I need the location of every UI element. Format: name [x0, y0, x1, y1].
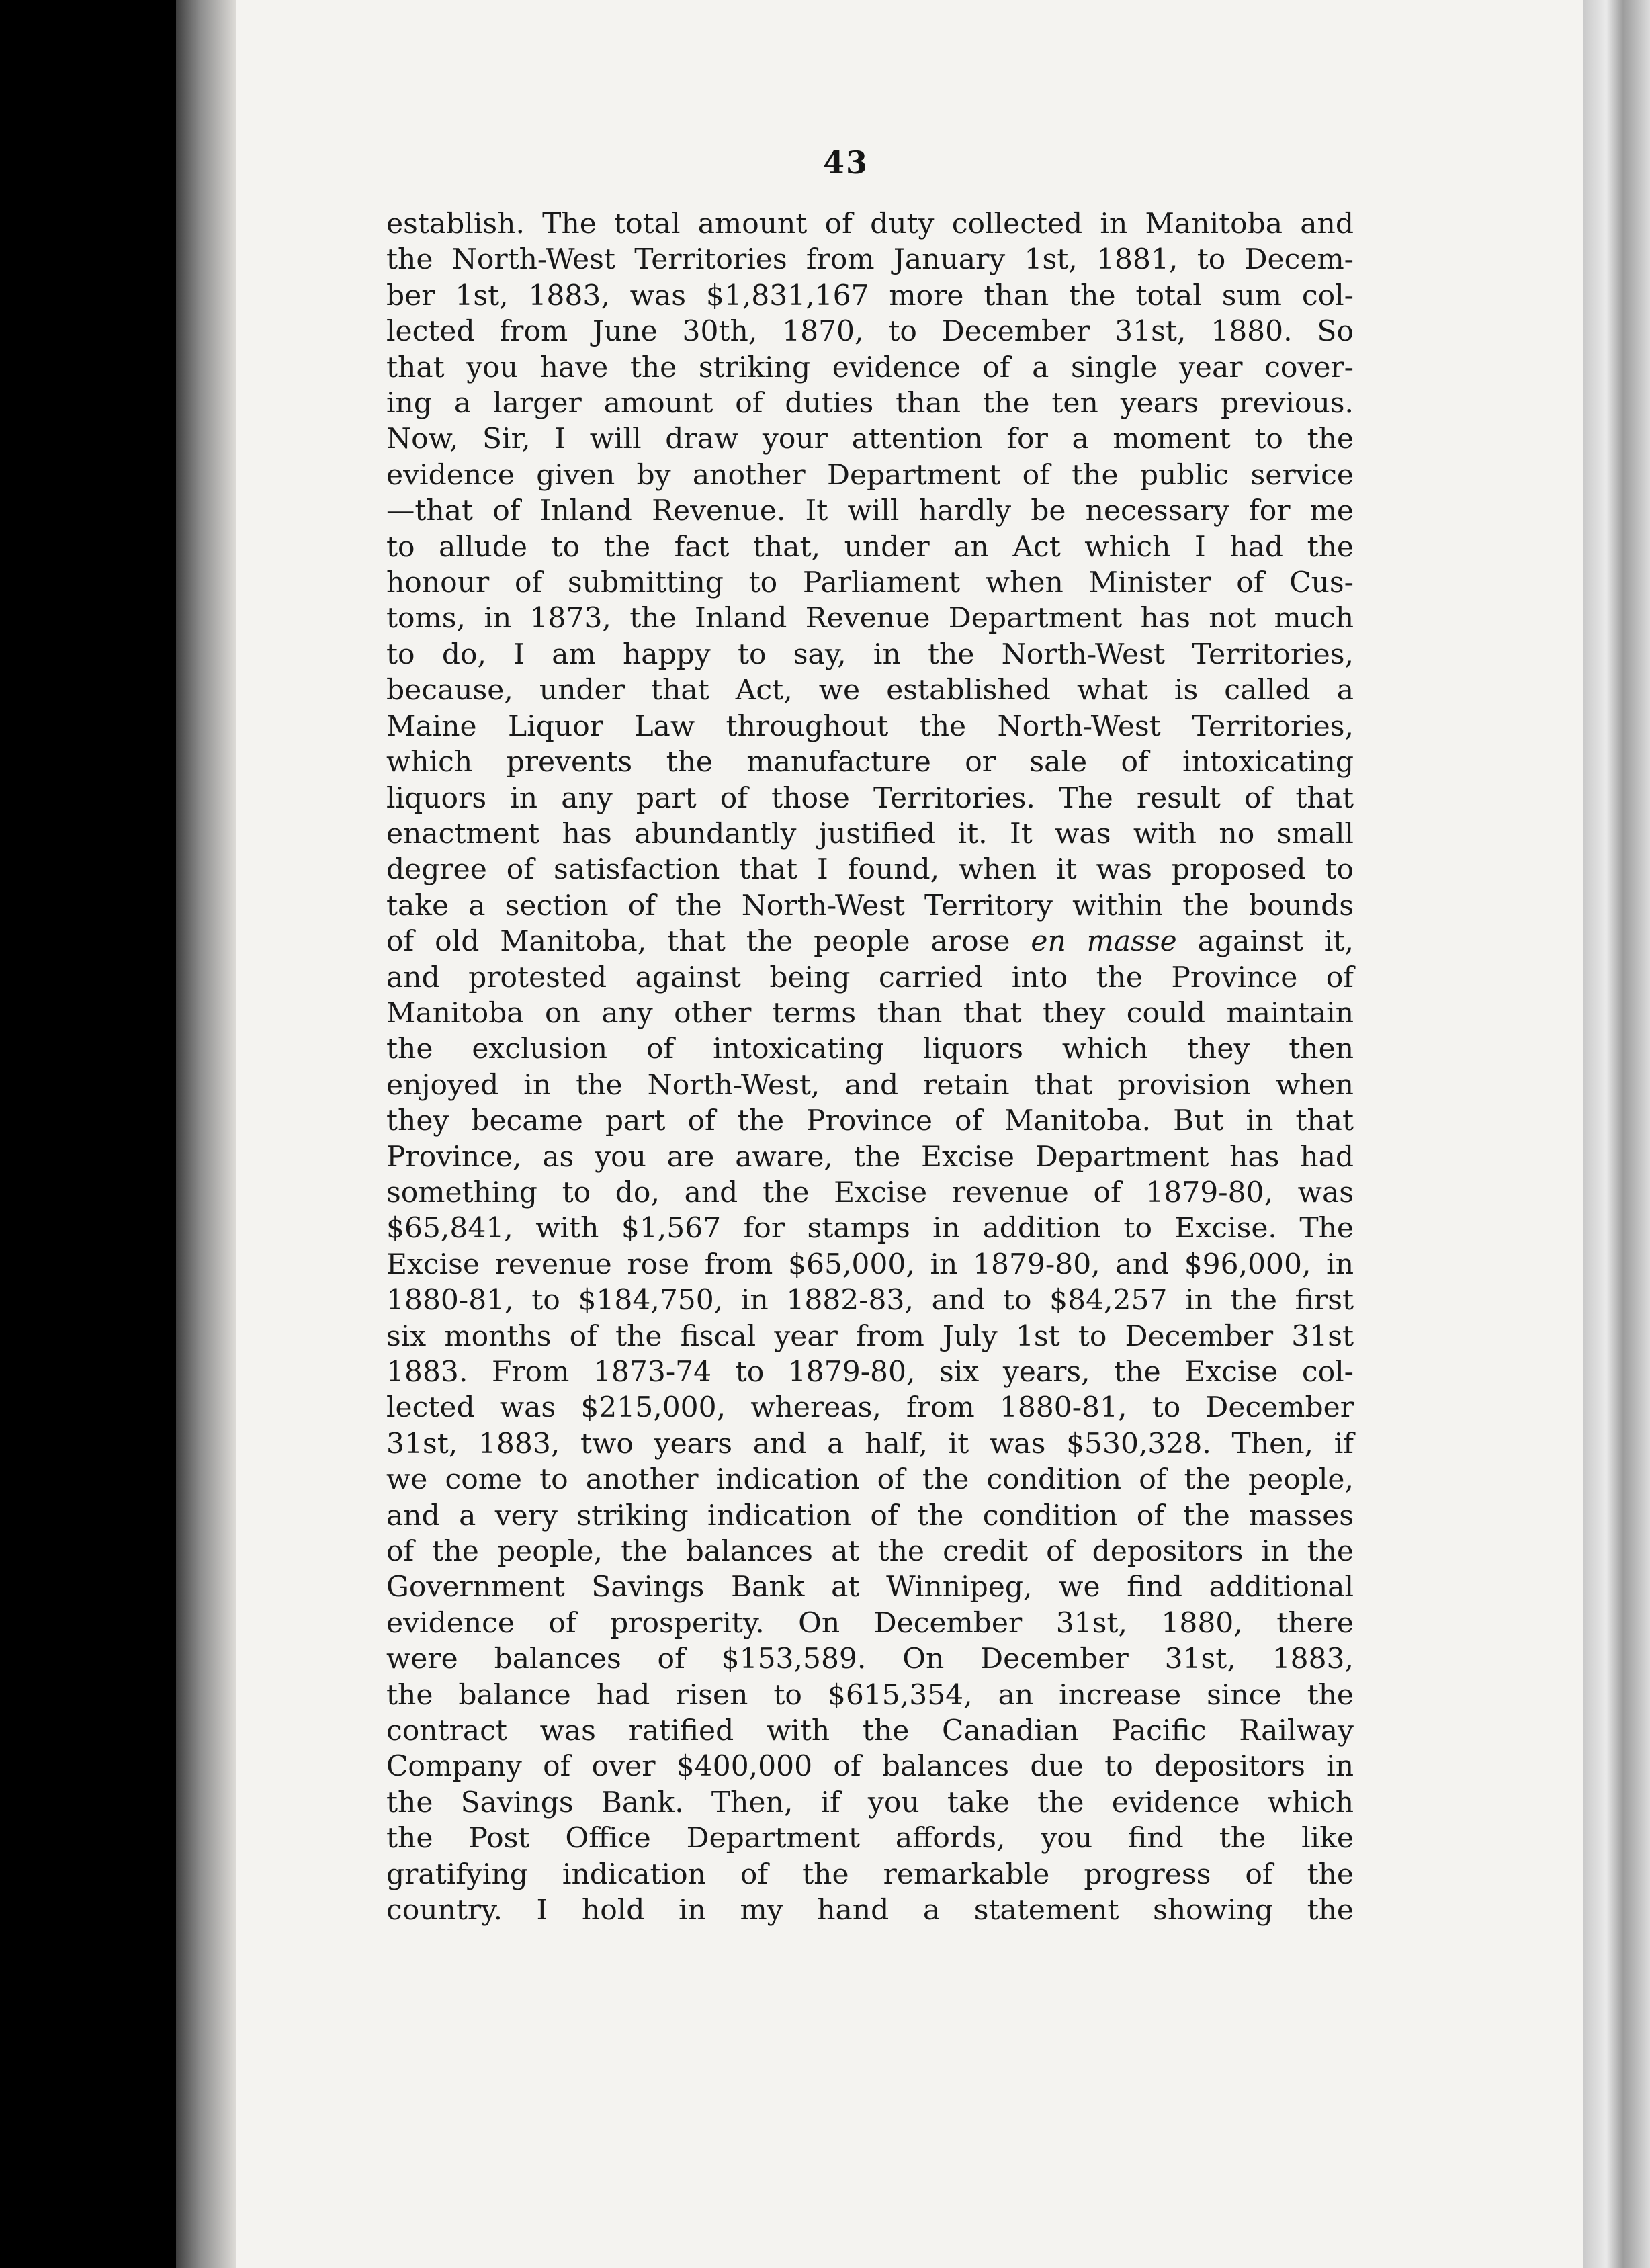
text-line: of old Manitoba, that the people arose en masse against it,: [386, 924, 1354, 958]
text-line: that you have the striking evidence of a single year cover-: [386, 350, 1354, 384]
text-line: which prevents the manufacture or sale of intoxicating: [386, 745, 1354, 779]
text-line: country. I hold in my hand a statement showing the: [386, 1893, 1354, 1927]
text-line: evidence given by another Department of the public service: [386, 457, 1354, 491]
text-line: lected was $215,000, whereas, from 1880-81, to December: [386, 1391, 1354, 1424]
text-line: $65,841, with $1,567 for stamps in addition to Excise. The: [386, 1211, 1354, 1245]
text-line: contract was ratified with the Canadian Pacific Railway: [386, 1714, 1354, 1747]
text-line: lected from June 30th, 1870, to December 31st, 1880. So: [386, 314, 1354, 348]
text-line: Excise revenue rose from $65,000, in 1879-80, and $96,000, in: [386, 1247, 1354, 1280]
text-line: take a section of the North-West Territory within the bounds: [386, 888, 1354, 922]
text-line: 1880-81, to $184,750, in 1882-83, and to $84,257 in the first: [386, 1283, 1354, 1317]
text-line: the Post Office Department affords, you find the like: [386, 1821, 1354, 1855]
text-line: something to do, and the Excise revenue of 1879-80, was: [386, 1175, 1354, 1209]
text-line: and a very striking indication of the condition of the masses: [386, 1498, 1354, 1532]
text-line: six months of the fiscal year from July 1st to December 31st: [386, 1319, 1354, 1352]
text-line: Manitoba on any other terms than that they could maintain: [386, 996, 1354, 1029]
text-line: enjoyed in the North-West, and retain that provision when: [386, 1067, 1354, 1101]
text-line: Province, as you are aware, the Excise Department has had: [386, 1139, 1354, 1173]
text-line: they became part of the Province of Manitoba. But in that: [386, 1104, 1354, 1137]
text-line: Government Savings Bank at Winnipeg, we find additional: [386, 1570, 1354, 1604]
text-line: Company of over $400,000 of balances due to depositors in: [386, 1749, 1354, 1783]
page-edge: [1583, 0, 1650, 2268]
text-line: to do, I am happy to say, in the North-West Territories,: [386, 637, 1354, 670]
text-line: evidence of prosperity. On December 31st, 1880, there: [386, 1606, 1354, 1639]
gutter-shadow: [176, 0, 236, 2268]
page-number: 43: [823, 144, 869, 181]
text-line: honour of submitting to Parliament when Minister of Cus-: [386, 566, 1354, 599]
text-line: degree of satisfaction that I found, when it was proposed to: [386, 853, 1354, 886]
text-line: Now, Sir, I will draw your attention for a moment to the: [386, 422, 1354, 455]
text-line: gratifying indication of the remarkable progress of the: [386, 1857, 1354, 1890]
text-line: of the people, the balances at the credit of depositors in the: [386, 1534, 1354, 1568]
text-line: and protested against being carried into the Province of: [386, 960, 1354, 994]
body-text: [386, 206, 1354, 1928]
text-line: ber 1st, 1883, was $1,831,167 more than the total sum col-: [386, 278, 1354, 312]
italic-phrase: en masse: [1031, 924, 1177, 958]
text-line: —that of Inland Revenue. It will hardly be necessary for me: [386, 494, 1354, 527]
text-line: 1883. From 1873-74 to 1879-80, six years, the Excise col-: [386, 1355, 1354, 1388]
text-line: liquors in any part of those Territories. The result of that: [386, 781, 1354, 814]
text-line: to allude to the fact that, under an Act which I had the: [386, 529, 1354, 563]
text-line: toms, in 1873, the Inland Revenue Department has not much: [386, 601, 1354, 635]
text-line: the balance had risen to $615,354, an increase since the: [386, 1677, 1354, 1711]
text-line: because, under that Act, we established what is called a: [386, 673, 1354, 707]
text-line: were balances of $153,589. On December 31st, 1883,: [386, 1642, 1354, 1675]
text-line: 31st, 1883, two years and a half, it was $530,328. Then, if: [386, 1426, 1354, 1460]
text-line: the exclusion of intoxicating liquors which they then: [386, 1032, 1354, 1065]
text-line: the Savings Bank. Then, if you take the evidence which: [386, 1785, 1354, 1819]
text-line: we come to another indication of the condition of the people,: [386, 1463, 1354, 1496]
text-line: enactment has abundantly justified it. It was with no small: [386, 816, 1354, 850]
text-line: Maine Liquor Law throughout the North-West Territories,: [386, 709, 1354, 742]
text-line: ing a larger amount of duties than the ten years previous.: [386, 386, 1354, 420]
text-line: the North-West Territories from January 1st, 1881, to Decem-: [386, 243, 1354, 276]
text-line: establish. The total amount of duty collected in Manitoba and: [386, 207, 1354, 240]
